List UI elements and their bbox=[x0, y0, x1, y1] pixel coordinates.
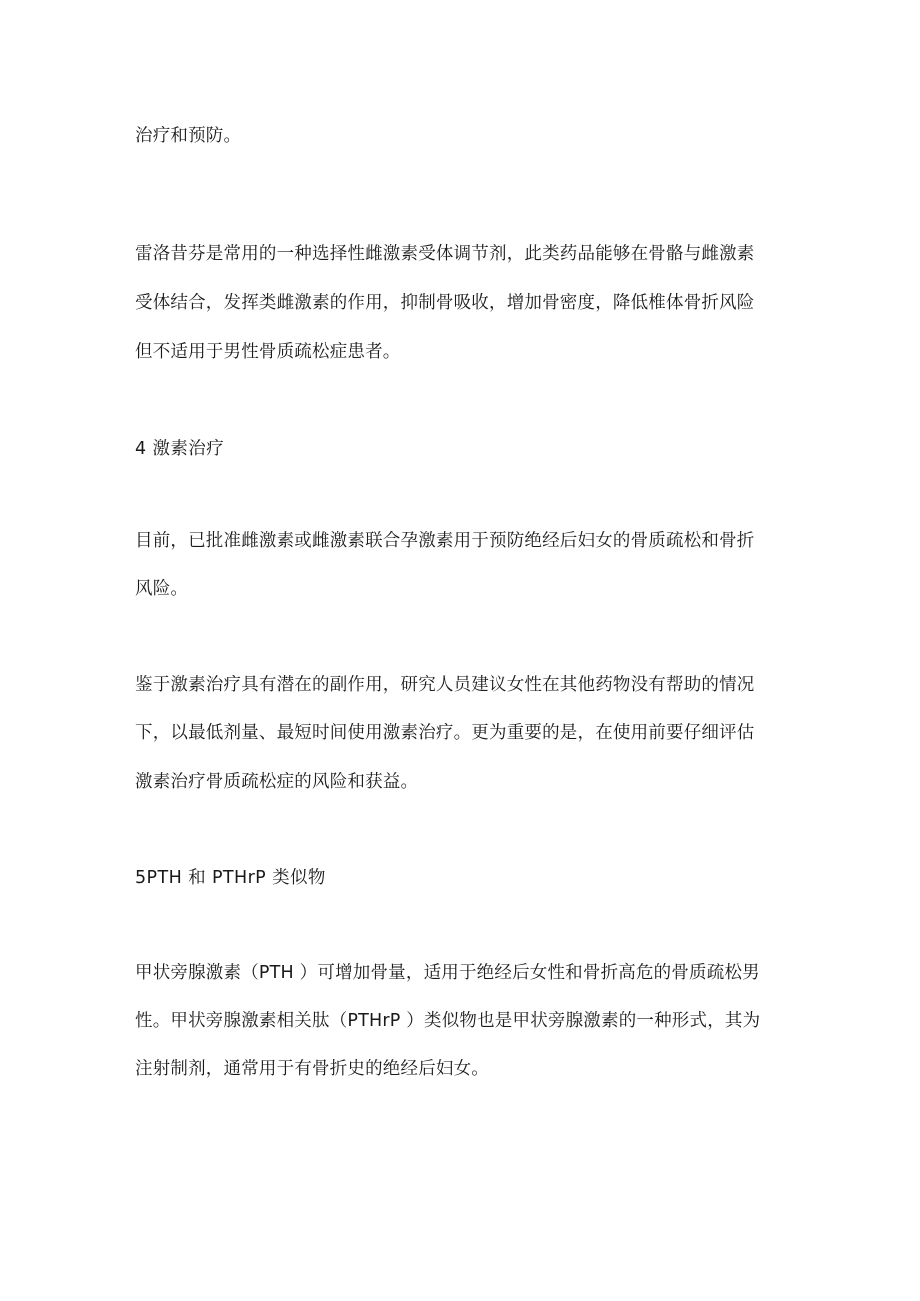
paragraph-line: 注射制剂，通常用于有骨折史的绝经后妇女。 bbox=[135, 1059, 489, 1079]
section-heading-pth-analogs: 5PTH 和 PTHrP 类似物 bbox=[135, 868, 326, 888]
paragraph-line: 性。甲状旁腺激素相关肽（PTHrP ）类似物也是甲状旁腺激素的一种形式，其为 bbox=[135, 1011, 761, 1031]
paragraph-line: 甲状旁腺激素（PTH ）可增加骨量，适用于绝经后女性和骨折高危的骨质疏松男 bbox=[135, 963, 760, 983]
paragraph-line: 但不适用于男性骨质疏松症患者。 bbox=[135, 342, 401, 362]
paragraph-line: 激素治疗骨质疏松症的风险和获益。 bbox=[135, 772, 419, 792]
paragraph-line: 雷洛昔芬是常用的一种选择性雌激素受体调节剂，此类药品能够在骨骼与雌激素 bbox=[135, 244, 755, 264]
paragraph-line: 下，以最低剂量、最短时间使用激素治疗。更为重要的是，在使用前要仔细评估 bbox=[135, 723, 755, 743]
paragraph-line: 受体结合，发挥类雌激素的作用，抑制骨吸收，增加骨密度，降低椎体骨折风险 bbox=[135, 293, 755, 313]
section-heading-hormone-therapy: 4 激素治疗 bbox=[135, 439, 225, 459]
paragraph-line: 目前，已批准雌激素或雌激素联合孕激素用于预防绝经后妇女的骨质疏松和骨折 bbox=[135, 531, 755, 551]
paragraph-line: 治疗和预防。 bbox=[135, 126, 242, 146]
paragraph-line: 风险。 bbox=[135, 579, 189, 599]
paragraph-line: 鉴于激素治疗具有潜在的副作用，研究人员建议女性在其他药物没有帮助的情况 bbox=[135, 675, 755, 695]
